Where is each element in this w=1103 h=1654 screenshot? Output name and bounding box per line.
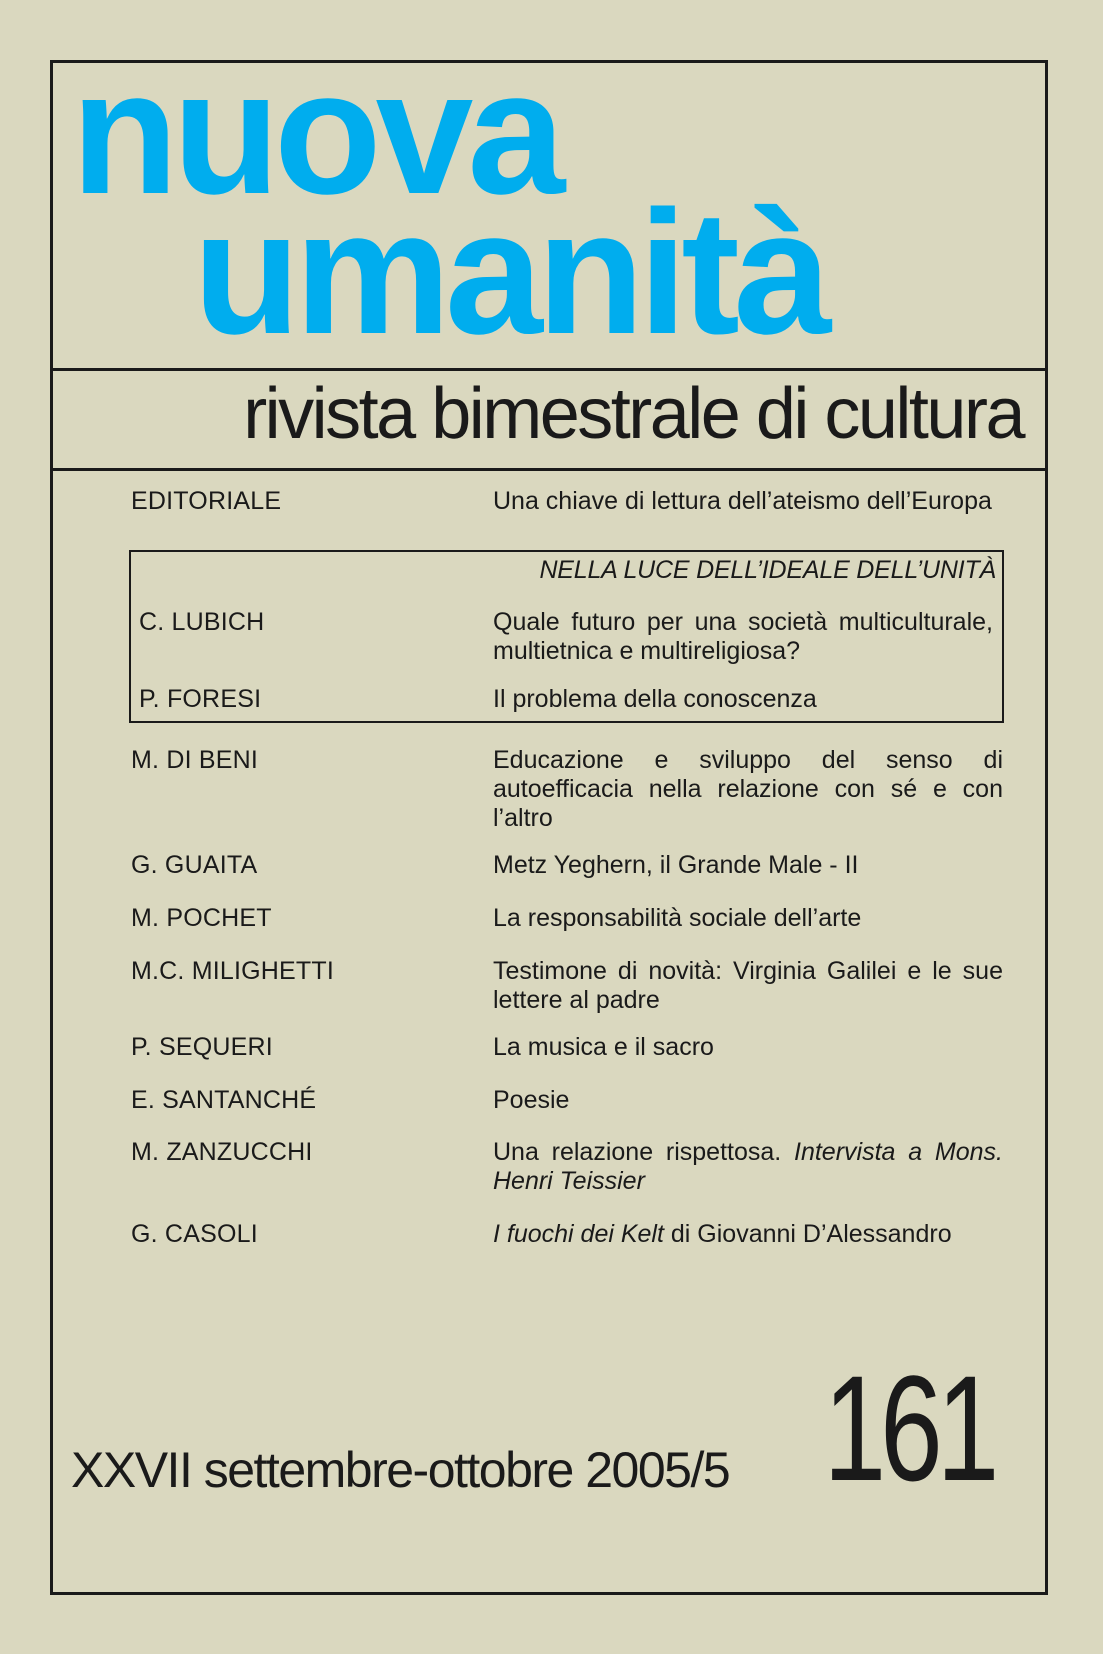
toc-title-plain: di Giovanni D’Alessandro [670,1220,952,1248]
toc-title-italic: I fuochi dei Kelt [493,1220,664,1248]
toc-author: G. GUAITA [131,851,258,879]
toc-title-plain: Una relazione rispettosa. [493,1138,782,1166]
volume-date: XXVII settembre-ottobre 2005/5 [71,1442,730,1498]
divider-bottom [53,468,1045,471]
toc-article-title: La musica e il sacro [493,1033,714,1061]
cover-frame [50,35,1048,1595]
toc-author: M. POCHET [131,904,272,932]
toc-author: P. FORESI [139,685,262,713]
toc-author: G. CASOLI [131,1220,258,1248]
toc-author: M. DI BENI [131,746,259,774]
toc-article-title: Poesie [493,1086,570,1114]
toc-author: P. SEQUERI [131,1033,273,1061]
toc-author: M. ZANZUCCHI [131,1138,313,1166]
masthead-subtitle: rivista bimestrale di cultura [243,374,1023,454]
masthead-title-line2: umanità [193,175,826,371]
section-heading: NELLA LUCE DELL’IDEALE DELL’UNITÀ [539,556,996,584]
toc-article-title: Educazione e sviluppo del senso di autoefficacia nella relazione con sé e con l’altro [493,746,1003,832]
masthead [53,35,1045,371]
toc-article-title: Testimone di novità: Virginia Galilei e le sue lettere al padre [493,957,1003,1014]
toc-author: M.C. MILIGHETTI [131,957,334,985]
toc-article-title [493,1220,1003,1249]
toc-article-title: Quale futuro per una società multiculturale, multietnica e multireligiosa? [493,608,993,665]
issue-number: 161 [823,1344,993,1512]
masthead-title-line1: nuova [71,35,560,231]
divider-top [53,368,1045,371]
toc-author: E. SANTANCHÉ [131,1086,317,1114]
toc-author: C. LUBICH [139,608,265,636]
toc-author: EDITORIALE [131,487,282,515]
toc-title-italic: Intervista a Mons. Henri Teissier [493,1138,1003,1195]
toc-article-title: Una chiave di lettura dell’ateismo dell’Europa [493,487,992,515]
toc-article-title: Il problema della conoscenza [493,685,817,713]
toc-article-title: Metz Yeghern, il Grande Male - II [493,851,859,879]
toc-article-title [493,1138,1003,1196]
toc-article-title: La responsabilità sociale dell’arte [493,904,862,932]
